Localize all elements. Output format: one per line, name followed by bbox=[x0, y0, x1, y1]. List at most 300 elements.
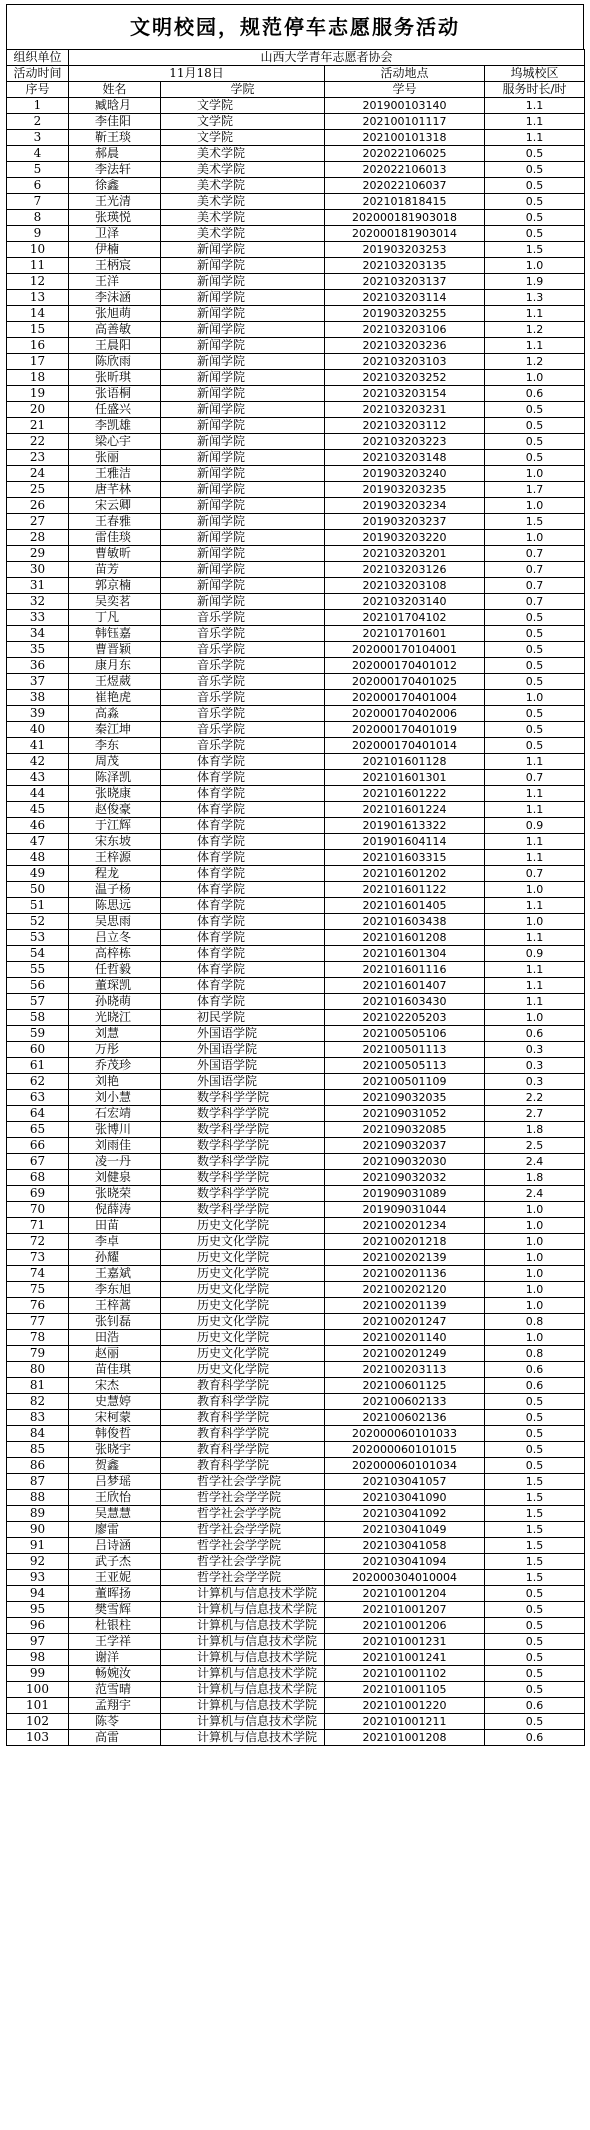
student-name: 伊楠 bbox=[69, 242, 161, 258]
table-row bbox=[7, 1186, 585, 1202]
student-name: 韩俊哲 bbox=[69, 1426, 161, 1442]
student-name: 吕立冬 bbox=[69, 930, 161, 946]
student-id: 202100203113 bbox=[325, 1362, 485, 1378]
volunteer-sheet bbox=[6, 4, 584, 1746]
student-name: 曹敏昕 bbox=[69, 546, 161, 562]
student-id: 202100202139 bbox=[325, 1250, 485, 1266]
student-name: 孙晓萌 bbox=[69, 994, 161, 1010]
student-id: 201903203240 bbox=[325, 466, 485, 482]
service-hours: 1.8 bbox=[485, 1170, 585, 1186]
service-hours: 0.3 bbox=[485, 1042, 585, 1058]
student-id: 202109031052 bbox=[325, 1106, 485, 1122]
service-hours: 0.5 bbox=[485, 722, 585, 738]
table-row bbox=[7, 1538, 585, 1554]
service-hours: 0.5 bbox=[485, 1618, 585, 1634]
place-label: 活动地点 bbox=[325, 66, 485, 82]
student-id: 202100601125 bbox=[325, 1378, 485, 1394]
student-name: 宋东坡 bbox=[69, 834, 161, 850]
school-name: 新闻学院 bbox=[161, 594, 325, 610]
table-row bbox=[7, 130, 585, 146]
student-name: 凌一丹 bbox=[69, 1154, 161, 1170]
service-hours: 1.1 bbox=[485, 978, 585, 994]
student-id: 202100505106 bbox=[325, 1026, 485, 1042]
student-name: 王雅洁 bbox=[69, 466, 161, 482]
service-hours: 0.6 bbox=[485, 1362, 585, 1378]
student-id: 202103203140 bbox=[325, 594, 485, 610]
school-name: 计算机与信息技术学院 bbox=[161, 1602, 325, 1618]
row-number: 29 bbox=[7, 546, 69, 562]
table-row bbox=[7, 1570, 585, 1586]
school-name: 体育学院 bbox=[161, 962, 325, 978]
student-name: 于江辉 bbox=[69, 818, 161, 834]
row-number: 50 bbox=[7, 882, 69, 898]
row-number: 82 bbox=[7, 1394, 69, 1410]
school-name: 哲学社会学学院 bbox=[161, 1506, 325, 1522]
row-number: 102 bbox=[7, 1714, 69, 1730]
service-hours: 0.5 bbox=[485, 1634, 585, 1650]
row-number: 39 bbox=[7, 706, 69, 722]
student-id: 201909031089 bbox=[325, 1186, 485, 1202]
row-number: 60 bbox=[7, 1042, 69, 1058]
school-name: 体育学院 bbox=[161, 978, 325, 994]
service-hours: 1.0 bbox=[485, 1218, 585, 1234]
row-number: 1 bbox=[7, 98, 69, 114]
student-id: 202101601208 bbox=[325, 930, 485, 946]
student-id: 202101601304 bbox=[325, 946, 485, 962]
student-id: 202100201136 bbox=[325, 1266, 485, 1282]
row-number: 64 bbox=[7, 1106, 69, 1122]
service-hours: 0.5 bbox=[485, 706, 585, 722]
student-id: 202000181903014 bbox=[325, 226, 485, 242]
student-name: 靳王琰 bbox=[69, 130, 161, 146]
student-id: 201901604114 bbox=[325, 834, 485, 850]
school-name: 新闻学院 bbox=[161, 418, 325, 434]
row-number: 75 bbox=[7, 1282, 69, 1298]
student-name: 张晓荣 bbox=[69, 1186, 161, 1202]
school-name: 新闻学院 bbox=[161, 546, 325, 562]
service-hours: 0.5 bbox=[485, 1410, 585, 1426]
row-number: 67 bbox=[7, 1154, 69, 1170]
student-id: 202100201247 bbox=[325, 1314, 485, 1330]
student-id: 201909031044 bbox=[325, 1202, 485, 1218]
service-hours: 0.6 bbox=[485, 386, 585, 402]
row-number: 86 bbox=[7, 1458, 69, 1474]
service-hours: 0.5 bbox=[485, 1394, 585, 1410]
service-hours: 0.5 bbox=[485, 1458, 585, 1474]
student-id: 202103203108 bbox=[325, 578, 485, 594]
student-name: 畅婉汝 bbox=[69, 1666, 161, 1682]
row-number: 48 bbox=[7, 850, 69, 866]
school-name: 数学科学学院 bbox=[161, 1202, 325, 1218]
row-number: 76 bbox=[7, 1298, 69, 1314]
table-row bbox=[7, 834, 585, 850]
row-number: 93 bbox=[7, 1570, 69, 1586]
table-row bbox=[7, 1298, 585, 1314]
school-name: 哲学社会学学院 bbox=[161, 1538, 325, 1554]
student-name: 张语桐 bbox=[69, 386, 161, 402]
student-id: 202022106037 bbox=[325, 178, 485, 194]
table-row bbox=[7, 1490, 585, 1506]
student-id: 202103041090 bbox=[325, 1490, 485, 1506]
service-hours: 1.2 bbox=[485, 354, 585, 370]
student-name: 高雷 bbox=[69, 1730, 161, 1746]
table-row bbox=[7, 354, 585, 370]
row-number: 97 bbox=[7, 1634, 69, 1650]
service-hours: 0.5 bbox=[485, 738, 585, 754]
student-id: 202103041057 bbox=[325, 1474, 485, 1490]
service-hours: 1.5 bbox=[485, 1522, 585, 1538]
table-row bbox=[7, 530, 585, 546]
school-name: 新闻学院 bbox=[161, 498, 325, 514]
row-number: 30 bbox=[7, 562, 69, 578]
table-row bbox=[7, 1682, 585, 1698]
student-id: 202101603438 bbox=[325, 914, 485, 930]
school-name: 新闻学院 bbox=[161, 338, 325, 354]
table-row bbox=[7, 1170, 585, 1186]
row-number: 59 bbox=[7, 1026, 69, 1042]
table-row bbox=[7, 818, 585, 834]
school-name: 新闻学院 bbox=[161, 322, 325, 338]
student-name: 程龙 bbox=[69, 866, 161, 882]
student-id: 202103203223 bbox=[325, 434, 485, 450]
service-hours: 1.3 bbox=[485, 290, 585, 306]
school-name: 体育学院 bbox=[161, 882, 325, 898]
row-number: 74 bbox=[7, 1266, 69, 1282]
school-name: 历史文化学院 bbox=[161, 1282, 325, 1298]
table-row bbox=[7, 1506, 585, 1522]
service-hours: 0.7 bbox=[485, 562, 585, 578]
student-id: 201900103140 bbox=[325, 98, 485, 114]
table-row bbox=[7, 386, 585, 402]
student-id: 202103203154 bbox=[325, 386, 485, 402]
student-name: 樊雪辉 bbox=[69, 1602, 161, 1618]
school-name: 历史文化学院 bbox=[161, 1266, 325, 1282]
student-name: 万彤 bbox=[69, 1042, 161, 1058]
student-name: 任哲毅 bbox=[69, 962, 161, 978]
student-name: 卫泽 bbox=[69, 226, 161, 242]
service-hours: 0.7 bbox=[485, 578, 585, 594]
row-number: 45 bbox=[7, 802, 69, 818]
student-name: 李东 bbox=[69, 738, 161, 754]
service-hours: 0.7 bbox=[485, 594, 585, 610]
student-name: 谢洋 bbox=[69, 1650, 161, 1666]
school-name: 美术学院 bbox=[161, 210, 325, 226]
student-id: 202101818415 bbox=[325, 194, 485, 210]
student-id: 202103203103 bbox=[325, 354, 485, 370]
student-name: 王洋 bbox=[69, 274, 161, 290]
student-id: 202103203106 bbox=[325, 322, 485, 338]
student-id: 202103203148 bbox=[325, 450, 485, 466]
table-row bbox=[7, 1634, 585, 1650]
row-number: 42 bbox=[7, 754, 69, 770]
student-id: 202101001206 bbox=[325, 1618, 485, 1634]
student-name: 田苗 bbox=[69, 1218, 161, 1234]
table-row bbox=[7, 498, 585, 514]
service-hours: 1.0 bbox=[485, 690, 585, 706]
table-row bbox=[7, 194, 585, 210]
student-id: 202101001207 bbox=[325, 1602, 485, 1618]
service-hours: 0.5 bbox=[485, 146, 585, 162]
service-hours: 0.3 bbox=[485, 1058, 585, 1074]
row-number: 4 bbox=[7, 146, 69, 162]
school-name: 数学科学学院 bbox=[161, 1090, 325, 1106]
student-id: 202101001231 bbox=[325, 1634, 485, 1650]
service-hours: 2.2 bbox=[485, 1090, 585, 1106]
student-id: 202022106013 bbox=[325, 162, 485, 178]
row-number: 52 bbox=[7, 914, 69, 930]
table-row bbox=[7, 994, 585, 1010]
row-number: 32 bbox=[7, 594, 69, 610]
table-row bbox=[7, 1042, 585, 1058]
student-name: 温子杨 bbox=[69, 882, 161, 898]
row-number: 65 bbox=[7, 1122, 69, 1138]
school-name: 计算机与信息技术学院 bbox=[161, 1714, 325, 1730]
student-name: 张旭萌 bbox=[69, 306, 161, 322]
school-name: 新闻学院 bbox=[161, 402, 325, 418]
service-hours: 1.7 bbox=[485, 482, 585, 498]
row-number: 41 bbox=[7, 738, 69, 754]
row-number: 10 bbox=[7, 242, 69, 258]
school-name: 体育学院 bbox=[161, 914, 325, 930]
row-number: 22 bbox=[7, 434, 69, 450]
school-name: 历史文化学院 bbox=[161, 1362, 325, 1378]
table-row bbox=[7, 706, 585, 722]
student-name: 吴奕茗 bbox=[69, 594, 161, 610]
table-row bbox=[7, 306, 585, 322]
student-name: 武子杰 bbox=[69, 1554, 161, 1570]
table-row bbox=[7, 1106, 585, 1122]
service-hours: 1.5 bbox=[485, 242, 585, 258]
table-row bbox=[7, 882, 585, 898]
student-name: 苗佳琪 bbox=[69, 1362, 161, 1378]
table-row bbox=[7, 114, 585, 130]
student-name: 王嘉斌 bbox=[69, 1266, 161, 1282]
student-name: 梁心宇 bbox=[69, 434, 161, 450]
row-number: 89 bbox=[7, 1506, 69, 1522]
student-id: 201903203253 bbox=[325, 242, 485, 258]
table-row bbox=[7, 482, 585, 498]
service-hours: 0.6 bbox=[485, 1698, 585, 1714]
school-name: 新闻学院 bbox=[161, 434, 325, 450]
table-row bbox=[7, 1378, 585, 1394]
student-name: 周茂 bbox=[69, 754, 161, 770]
table-row bbox=[7, 1282, 585, 1298]
student-name: 李卓 bbox=[69, 1234, 161, 1250]
service-hours: 1.0 bbox=[485, 1266, 585, 1282]
school-name: 新闻学院 bbox=[161, 466, 325, 482]
row-number: 62 bbox=[7, 1074, 69, 1090]
table-row bbox=[7, 1074, 585, 1090]
student-name: 王亚妮 bbox=[69, 1570, 161, 1586]
service-hours: 0.5 bbox=[485, 178, 585, 194]
student-id: 202101601222 bbox=[325, 786, 485, 802]
row-number: 81 bbox=[7, 1378, 69, 1394]
student-id: 202000170401014 bbox=[325, 738, 485, 754]
row-number: 72 bbox=[7, 1234, 69, 1250]
student-id: 202100201140 bbox=[325, 1330, 485, 1346]
student-name: 宋杰 bbox=[69, 1378, 161, 1394]
student-id: 202103203252 bbox=[325, 370, 485, 386]
student-name: 贺鑫 bbox=[69, 1458, 161, 1474]
row-number: 37 bbox=[7, 674, 69, 690]
service-hours: 1.1 bbox=[485, 114, 585, 130]
service-hours: 1.1 bbox=[485, 834, 585, 850]
school-name: 计算机与信息技术学院 bbox=[161, 1666, 325, 1682]
service-hours: 0.6 bbox=[485, 1378, 585, 1394]
student-id: 202101001204 bbox=[325, 1586, 485, 1602]
service-hours: 0.5 bbox=[485, 434, 585, 450]
service-hours: 0.5 bbox=[485, 642, 585, 658]
service-hours: 1.5 bbox=[485, 514, 585, 530]
row-number: 92 bbox=[7, 1554, 69, 1570]
student-name: 乔茂珍 bbox=[69, 1058, 161, 1074]
school-name: 体育学院 bbox=[161, 866, 325, 882]
row-number: 8 bbox=[7, 210, 69, 226]
student-name: 张博川 bbox=[69, 1122, 161, 1138]
student-id: 202000060101015 bbox=[325, 1442, 485, 1458]
table-row bbox=[7, 1122, 585, 1138]
student-id: 202101001241 bbox=[325, 1650, 485, 1666]
info-row-time bbox=[7, 66, 585, 82]
student-name: 刘慧 bbox=[69, 1026, 161, 1042]
service-hours: 0.8 bbox=[485, 1314, 585, 1330]
student-name: 张晓宇 bbox=[69, 1442, 161, 1458]
row-number: 24 bbox=[7, 466, 69, 482]
service-hours: 2.4 bbox=[485, 1186, 585, 1202]
table-row bbox=[7, 1218, 585, 1234]
school-name: 教育科学学院 bbox=[161, 1410, 325, 1426]
student-name: 高梓栋 bbox=[69, 946, 161, 962]
school-name: 音乐学院 bbox=[161, 706, 325, 722]
school-name: 新闻学院 bbox=[161, 482, 325, 498]
student-id: 202100101318 bbox=[325, 130, 485, 146]
service-hours: 1.1 bbox=[485, 754, 585, 770]
student-id: 202100501113 bbox=[325, 1042, 485, 1058]
school-name: 历史文化学院 bbox=[161, 1298, 325, 1314]
row-number: 63 bbox=[7, 1090, 69, 1106]
school-name: 新闻学院 bbox=[161, 530, 325, 546]
student-name: 任盛兴 bbox=[69, 402, 161, 418]
row-number: 96 bbox=[7, 1618, 69, 1634]
student-name: 孟翔宇 bbox=[69, 1698, 161, 1714]
school-name: 初民学院 bbox=[161, 1010, 325, 1026]
table-row bbox=[7, 258, 585, 274]
student-id: 202103041058 bbox=[325, 1538, 485, 1554]
school-name: 音乐学院 bbox=[161, 722, 325, 738]
student-id: 202103203135 bbox=[325, 258, 485, 274]
service-hours: 1.1 bbox=[485, 994, 585, 1010]
service-hours: 1.0 bbox=[485, 1330, 585, 1346]
table-row bbox=[7, 786, 585, 802]
row-number: 56 bbox=[7, 978, 69, 994]
student-id: 202000060101034 bbox=[325, 1458, 485, 1474]
service-hours: 0.6 bbox=[485, 1026, 585, 1042]
service-hours: 1.0 bbox=[485, 1298, 585, 1314]
student-id: 202103203112 bbox=[325, 418, 485, 434]
school-name: 新闻学院 bbox=[161, 242, 325, 258]
student-id: 202000060101033 bbox=[325, 1426, 485, 1442]
row-number: 17 bbox=[7, 354, 69, 370]
service-hours: 0.5 bbox=[485, 1426, 585, 1442]
service-hours: 0.7 bbox=[485, 866, 585, 882]
student-name: 王春雅 bbox=[69, 514, 161, 530]
table-row bbox=[7, 546, 585, 562]
service-hours: 1.1 bbox=[485, 930, 585, 946]
org-label: 组织单位 bbox=[7, 50, 69, 66]
table-row bbox=[7, 802, 585, 818]
table-row bbox=[7, 1458, 585, 1474]
student-name: 吴思雨 bbox=[69, 914, 161, 930]
service-hours: 1.1 bbox=[485, 850, 585, 866]
student-name: 光晓江 bbox=[69, 1010, 161, 1026]
student-name: 张钊磊 bbox=[69, 1314, 161, 1330]
school-name: 教育科学学院 bbox=[161, 1426, 325, 1442]
row-number: 87 bbox=[7, 1474, 69, 1490]
service-hours: 0.5 bbox=[485, 1682, 585, 1698]
school-name: 体育学院 bbox=[161, 930, 325, 946]
school-name: 体育学院 bbox=[161, 754, 325, 770]
school-name: 音乐学院 bbox=[161, 674, 325, 690]
table-row bbox=[7, 290, 585, 306]
student-id: 202103203126 bbox=[325, 562, 485, 578]
service-hours: 1.1 bbox=[485, 962, 585, 978]
service-hours: 0.5 bbox=[485, 1714, 585, 1730]
service-hours: 1.0 bbox=[485, 1234, 585, 1250]
student-name: 崔艳虎 bbox=[69, 690, 161, 706]
school-name: 计算机与信息技术学院 bbox=[161, 1634, 325, 1650]
table-row bbox=[7, 1058, 585, 1074]
table-row bbox=[7, 1586, 585, 1602]
student-id: 202101704102 bbox=[325, 610, 485, 626]
school-name: 哲学社会学学院 bbox=[161, 1522, 325, 1538]
table-row bbox=[7, 210, 585, 226]
service-hours: 0.5 bbox=[485, 1442, 585, 1458]
student-name: 曹晋颖 bbox=[69, 642, 161, 658]
student-name: 唐芊林 bbox=[69, 482, 161, 498]
school-name: 哲学社会学学院 bbox=[161, 1490, 325, 1506]
table-row bbox=[7, 1010, 585, 1026]
service-hours: 1.0 bbox=[485, 914, 585, 930]
school-name: 计算机与信息技术学院 bbox=[161, 1586, 325, 1602]
school-name: 外国语学院 bbox=[161, 1074, 325, 1090]
row-number: 31 bbox=[7, 578, 69, 594]
row-number: 12 bbox=[7, 274, 69, 290]
table-row bbox=[7, 594, 585, 610]
row-number: 57 bbox=[7, 994, 69, 1010]
school-name: 新闻学院 bbox=[161, 370, 325, 386]
header-hours: 服务时长/时 bbox=[485, 82, 585, 98]
school-name: 哲学社会学学院 bbox=[161, 1570, 325, 1586]
table-row bbox=[7, 1442, 585, 1458]
school-name: 新闻学院 bbox=[161, 290, 325, 306]
table-row bbox=[7, 370, 585, 386]
school-name: 计算机与信息技术学院 bbox=[161, 1682, 325, 1698]
student-name: 康月东 bbox=[69, 658, 161, 674]
school-name: 美术学院 bbox=[161, 194, 325, 210]
student-name: 李沫涵 bbox=[69, 290, 161, 306]
table-row bbox=[7, 1714, 585, 1730]
school-name: 哲学社会学学院 bbox=[161, 1474, 325, 1490]
student-id: 201903203220 bbox=[325, 530, 485, 546]
student-name: 王学祥 bbox=[69, 1634, 161, 1650]
student-name: 孙耀 bbox=[69, 1250, 161, 1266]
row-number: 61 bbox=[7, 1058, 69, 1074]
service-hours: 1.1 bbox=[485, 338, 585, 354]
service-hours: 2.4 bbox=[485, 1154, 585, 1170]
service-hours: 1.0 bbox=[485, 258, 585, 274]
student-id: 202103041094 bbox=[325, 1554, 485, 1570]
student-id: 202100501109 bbox=[325, 1074, 485, 1090]
